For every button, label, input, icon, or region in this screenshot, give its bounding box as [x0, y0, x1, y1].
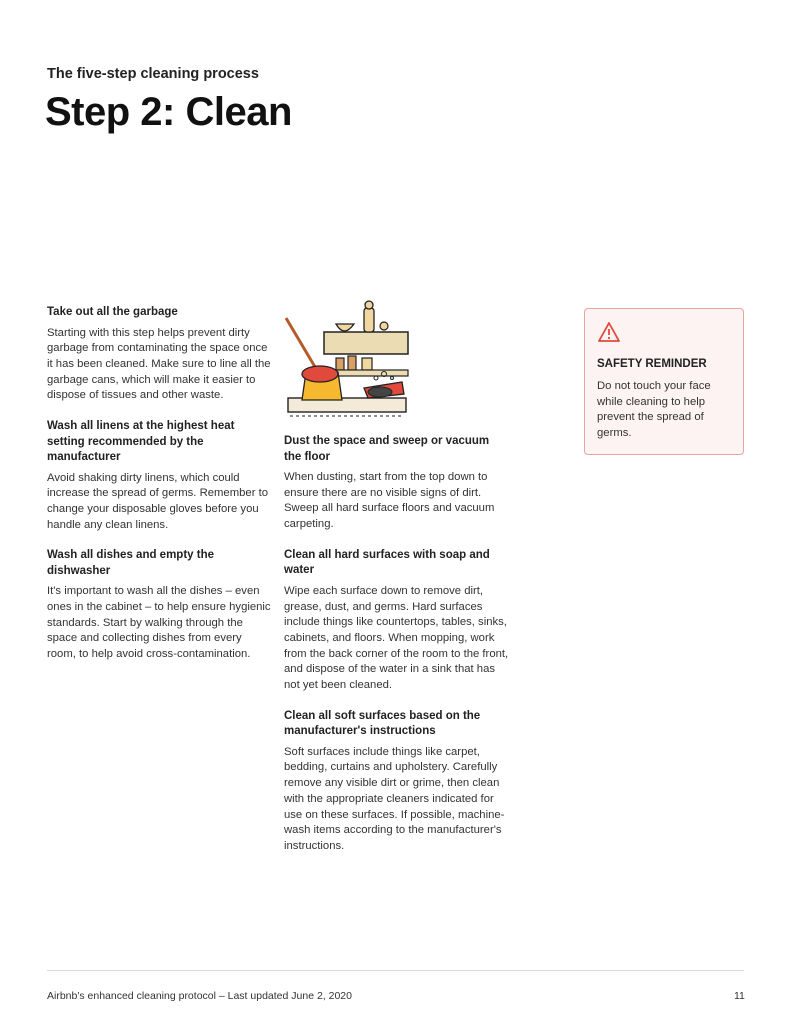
section-heading: Clean all hard surfaces with soap and water	[284, 548, 490, 577]
section-body: Wipe each surface down to remove dirt, grease, dust, and germs. Hard surfaces include things like countertops, tables, sinks, cabinets, and floors. When mopping, work from the back corner of the room to the front, and dispose of the water in a sink that has not yet been cleaned.	[284, 584, 509, 692]
section-heading: Take out all the garbage	[47, 306, 178, 318]
section-linens	[47, 419, 272, 533]
section-body: Soft surfaces include things like carpet, bedding, curtains and upholstery. Carefully remove any visible dirt or grime, then clean with the appropriate cleaners indicated for use on these surfaces. If possible, machine-wash items according to the manufacturer's instructions.	[284, 745, 505, 852]
section-heading: Wash all linens at the highest heat setting recommended by the manufacturer	[47, 420, 235, 464]
section-body: When dusting, start from the top down to ensure there are no visible signs of dirt. Sweep all hard surface floors and vacuum carpeting.	[284, 471, 495, 531]
section-heading: Dust the space and sweep or vacuum the floor	[284, 435, 490, 463]
section-body: It's important to wash all the dishes – even ones in the cabinet – to help ensure hygienic standards. Start by walking through the space and collecting dishes from every room, to help avoid cross-contamination.	[47, 585, 271, 661]
section-body: Avoid shaking dirty linens, which could increase the spread of germs. Remember to change your disposable gloves before you handle any clean linens.	[47, 471, 269, 531]
section-heading: Clean all soft surfaces based on the manufacturer's instructions	[284, 709, 481, 738]
safety-title: SAFETY REMINDER	[597, 358, 707, 370]
page-number: 11	[734, 990, 745, 1002]
section-soft-surfaces	[284, 709, 509, 855]
section-body: Starting with this step helps prevent dirty garbage from contaminating the space once it has been cleaned. Make sure to line all the garbage cans, which will make it easier to dispose of tissues and other waste.	[47, 326, 271, 402]
cleaning-illustration	[284, 298, 410, 420]
section-hard-surfaces	[284, 548, 509, 694]
safety-reminder-box	[584, 308, 744, 455]
left-column	[47, 305, 272, 678]
safety-body: Do not touch your face while cleaning to help prevent the spread of germs.	[597, 380, 711, 440]
section-dishes	[47, 548, 272, 663]
page-title: Step 2: Clean	[45, 90, 292, 134]
section-dust	[284, 434, 509, 533]
footer-divider	[47, 970, 744, 971]
section-kicker: The five-step cleaning process	[47, 66, 259, 82]
footer-text: Airbnb's enhanced cleaning protocol – Last updated June 2, 2020	[47, 990, 352, 1002]
middle-column	[284, 434, 509, 870]
section-heading: Wash all dishes and empty the dishwasher	[47, 549, 215, 577]
warning-triangle-icon	[597, 321, 621, 343]
section-garbage	[47, 305, 272, 404]
